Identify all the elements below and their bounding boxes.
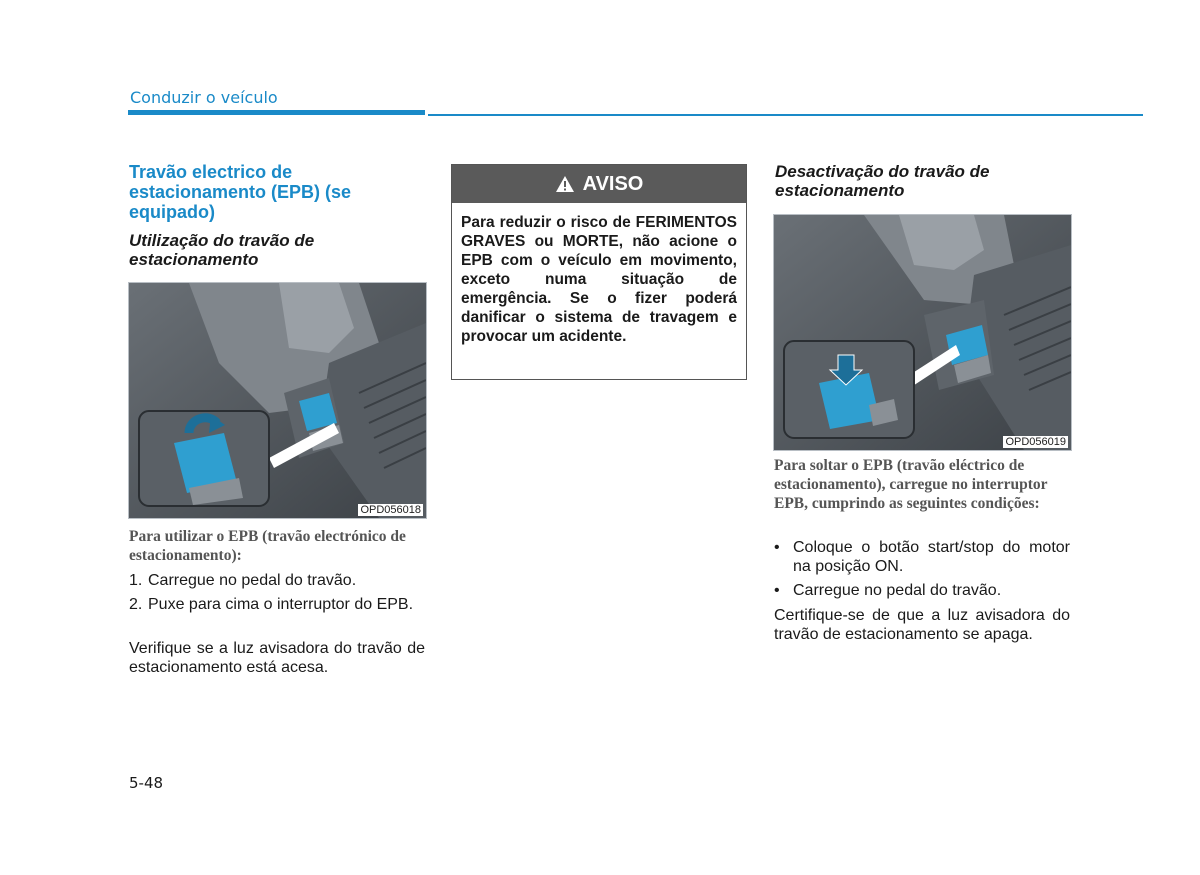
console-illustration [774, 215, 1071, 450]
step-number: 2. [129, 596, 143, 613]
subheading-release: Desactivação do travão de estacionamento [775, 162, 990, 200]
page-number: 5-48 [129, 774, 164, 792]
bullet-text: Carregue no pedal do travão. [793, 582, 1002, 599]
bullet-mark: • [774, 582, 780, 599]
header-rule-thick [128, 110, 425, 115]
step-number: 1. [129, 572, 143, 589]
warning-header [452, 165, 746, 203]
steps-list [129, 571, 425, 619]
bullet-text: Coloque o botão start/stop do motor na posição ON. [793, 539, 1070, 575]
console-illustration [129, 283, 426, 518]
conditions-list [774, 538, 1070, 605]
warning-text: Para reduzir o risco de FERIMENTOS GRAVES ou MORTE, não acione o EPB com o veículo em movimento, exceto numa situação de emergência. Se o fizer poderá danificar o sistema de travagem e provocar um acidente. [461, 214, 737, 345]
note-text-release: Certifique-se de que a luz avisadora do travão de estacionamento se apaga. [774, 607, 1070, 643]
figure-code: OPD056019 [1005, 436, 1066, 448]
figure-epb-pull [128, 282, 427, 519]
bullet-mark: • [774, 539, 780, 556]
section-heading: Travão electrico de estacionamento (EPB) (se equipado) [129, 162, 352, 222]
lead-text-release: Para soltar o EPB (travão eléctrico de estacionamento), carregue no interruptor EPB, cumprindo as seguintes condições: [774, 457, 1048, 512]
step-text: Puxe para cima o interruptor do EPB. [148, 596, 414, 613]
list-item [774, 538, 1070, 576]
step-text: Carregue no pedal do travão. [148, 572, 357, 589]
list-item [129, 595, 425, 614]
header-rule-thin [428, 114, 1143, 116]
figure-epb-press [773, 214, 1072, 451]
figure-code: OPD056018 [360, 504, 421, 516]
list-item [129, 571, 425, 590]
subheading-use: Utilização do travão de estacionamento [129, 231, 315, 269]
warning-triangle-icon [555, 175, 575, 193]
warning-box [451, 164, 747, 380]
note-text-use: Verifique se a luz avisadora do travão de estacionamento está acesa. [129, 640, 425, 676]
section-title: Conduzir o veículo [130, 88, 278, 107]
list-item [774, 581, 1070, 600]
warning-title: AVISO [582, 172, 644, 195]
lead-text-use: Para utilizar o EPB (travão electrónico de estacionamento): [129, 528, 406, 564]
